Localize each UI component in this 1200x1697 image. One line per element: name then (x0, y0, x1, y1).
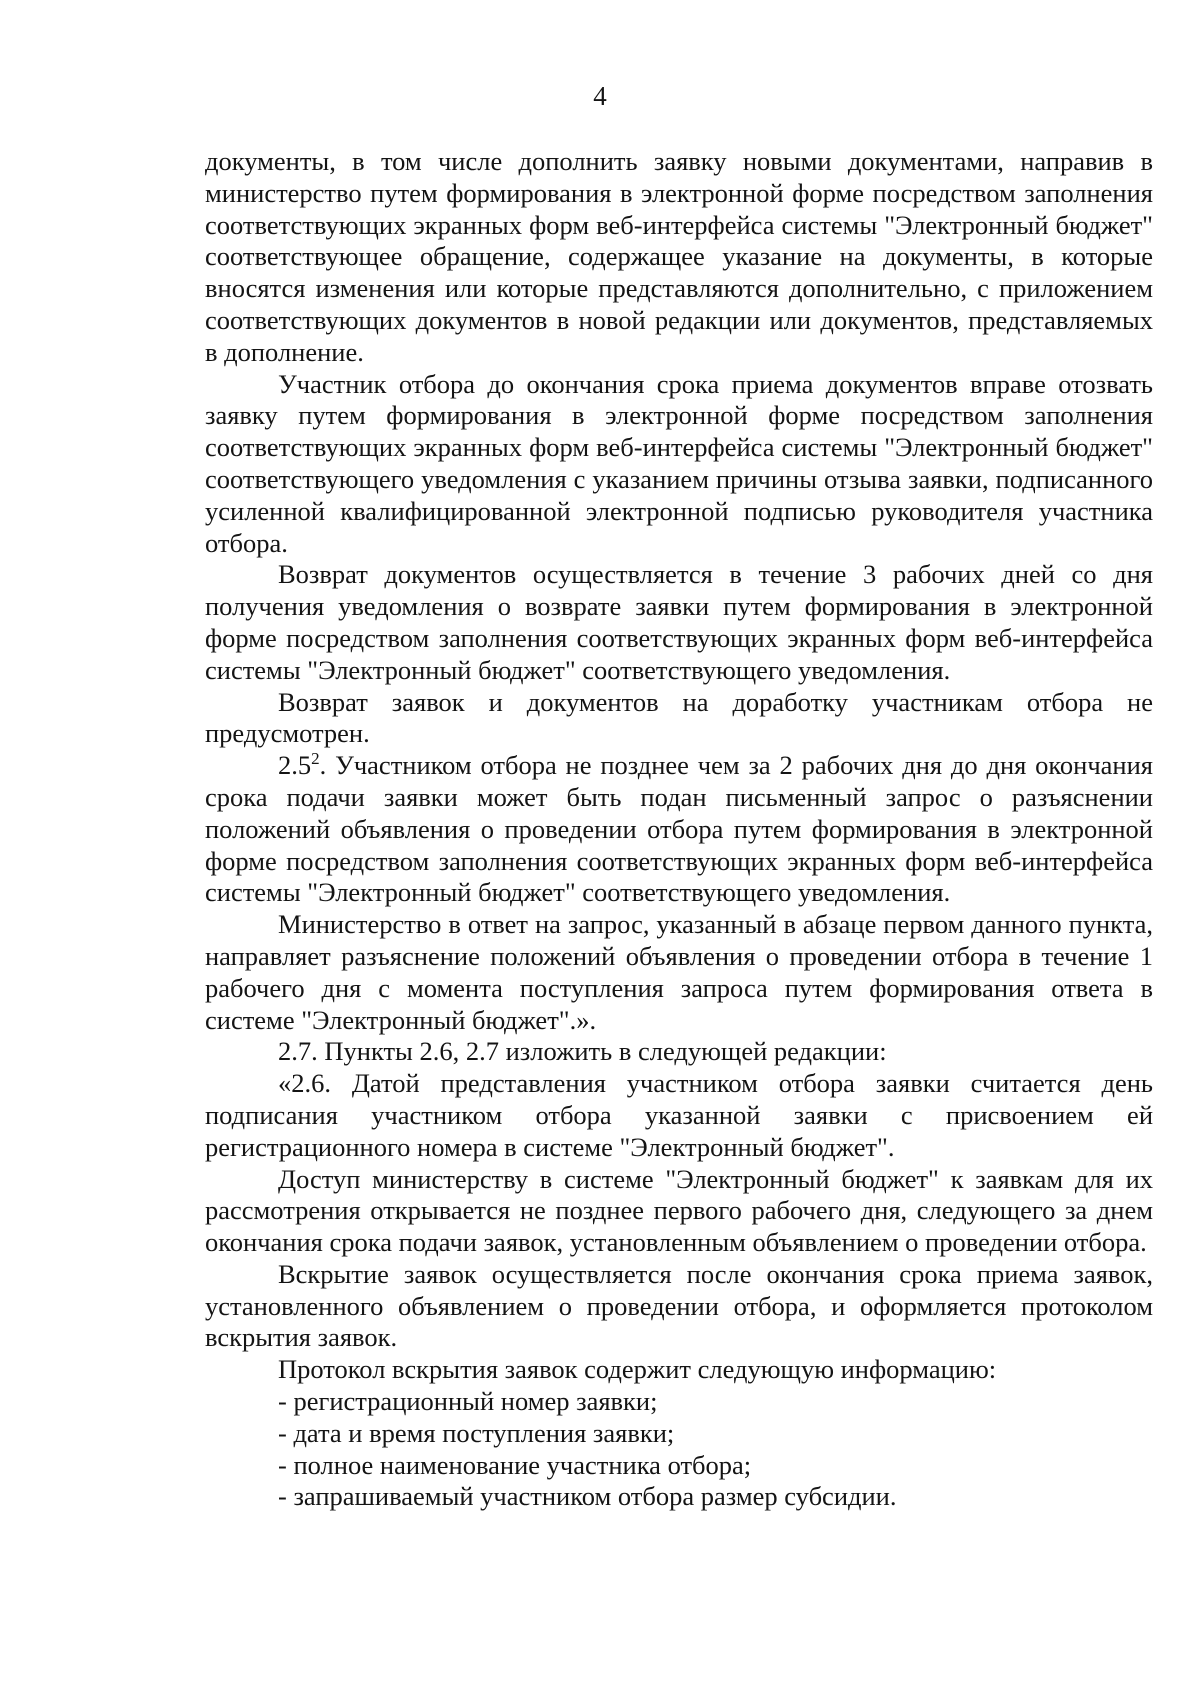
paragraph-access: Доступ министерству в системе "Электронный бюджет" к заявкам для их рассмотрения открывается не позднее первого рабочего дня, следующего за днем окончания срока подачи заявок, установленным объявлением о проведении отбора. (205, 1163, 1153, 1258)
paragraph-clause-2-6: «2.6. Датой представления участником отбора заявки считается день подписания участником отбора указанной заявки с присвоением ей регистрационного номера в системе "Электронный бюджет". (205, 1068, 1153, 1162)
list-item: - полное наименование участника отбора; (278, 1449, 752, 1480)
page-number: 4 (593, 81, 607, 111)
paragraph-opening: Вскрытие заявок осуществляется после окончания срока приема заявок, установленного объявлением о проведении отбора, и оформляется протоколом вскрытия заявок. (205, 1258, 1153, 1353)
list-item: - регистрационный номер заявки; (278, 1386, 658, 1417)
paragraph-return-documents: Возврат документов осуществляется в течение 3 рабочих дней со дня получения уведомления о возврате заявки путем формирования в электронной форме посредством заполнения соответствующих экранных форм веб-интерфейса системы "Электронный бюджет" соответствующего уведомления. (205, 559, 1153, 685)
clause-text: . Участником отбора не позднее чем за 2 рабочих дня до дня окончания срока подачи заявки может быть подан письменный запрос о разъяснении положений объявления о проведении отбора путем формирования в электронной форме посредством заполнения соответствующих экранных форм веб-интерфейса системы "Электронный бюджет" соответствующего уведомления. (205, 750, 1153, 908)
list-item: - дата и время поступления заявки; (278, 1417, 675, 1448)
clause-number: 2.5 (278, 750, 312, 781)
paragraph-continuation: документы, в том числе дополнить заявку новыми документами, направив в министерство путем формирования в электронной форме посредством заполнения соответствующих экранных форм веб-интерфейса системы "Электронный бюджет" соответствующее обращение, содержащее указание на документы, в которые вносятся изменения или которые представляются дополнительно, с приложением соответствующих документов в новой редакции или документов, представляемых в дополнение. (205, 146, 1153, 367)
document-body (205, 146, 1153, 1513)
clause-superscript: 2 (311, 749, 320, 769)
paragraph-ministry-response: Министерство в ответ на запрос, указанный в абзаце первом данного пункта, направляет разъяснение положений объявления о проведении отбора в течение 1 рабочего дня с момента поступления запроса путем формирования ответа в системе "Электронный бюджет".». (205, 909, 1153, 1035)
list-item: - запрашиваемый участником отбора размер субсидии. (278, 1481, 897, 1512)
paragraph-clause-2-5-2 (205, 750, 1153, 909)
paragraph-clause-2-7: 2.7. Пункты 2.6, 2.7 изложить в следующей редакции: (278, 1036, 887, 1067)
paragraph-no-rework: Возврат заявок и документов на доработку участникам отбора не предусмотрен. (205, 686, 1153, 749)
paragraph-protocol: Протокол вскрытия заявок содержит следующую информацию: (278, 1354, 997, 1385)
paragraph-withdraw-application: Участник отбора до окончания срока приема документов вправе отозвать заявку путем формирования в электронной форме посредством заполнения соответствующих экранных форм веб-интерфейса системы "Электронный бюджет" соответствующего уведомления с указанием причины отзыва заявки, подписанного усиленной квалифицированной электронной подписью руководителя участника отбора. (205, 368, 1153, 558)
